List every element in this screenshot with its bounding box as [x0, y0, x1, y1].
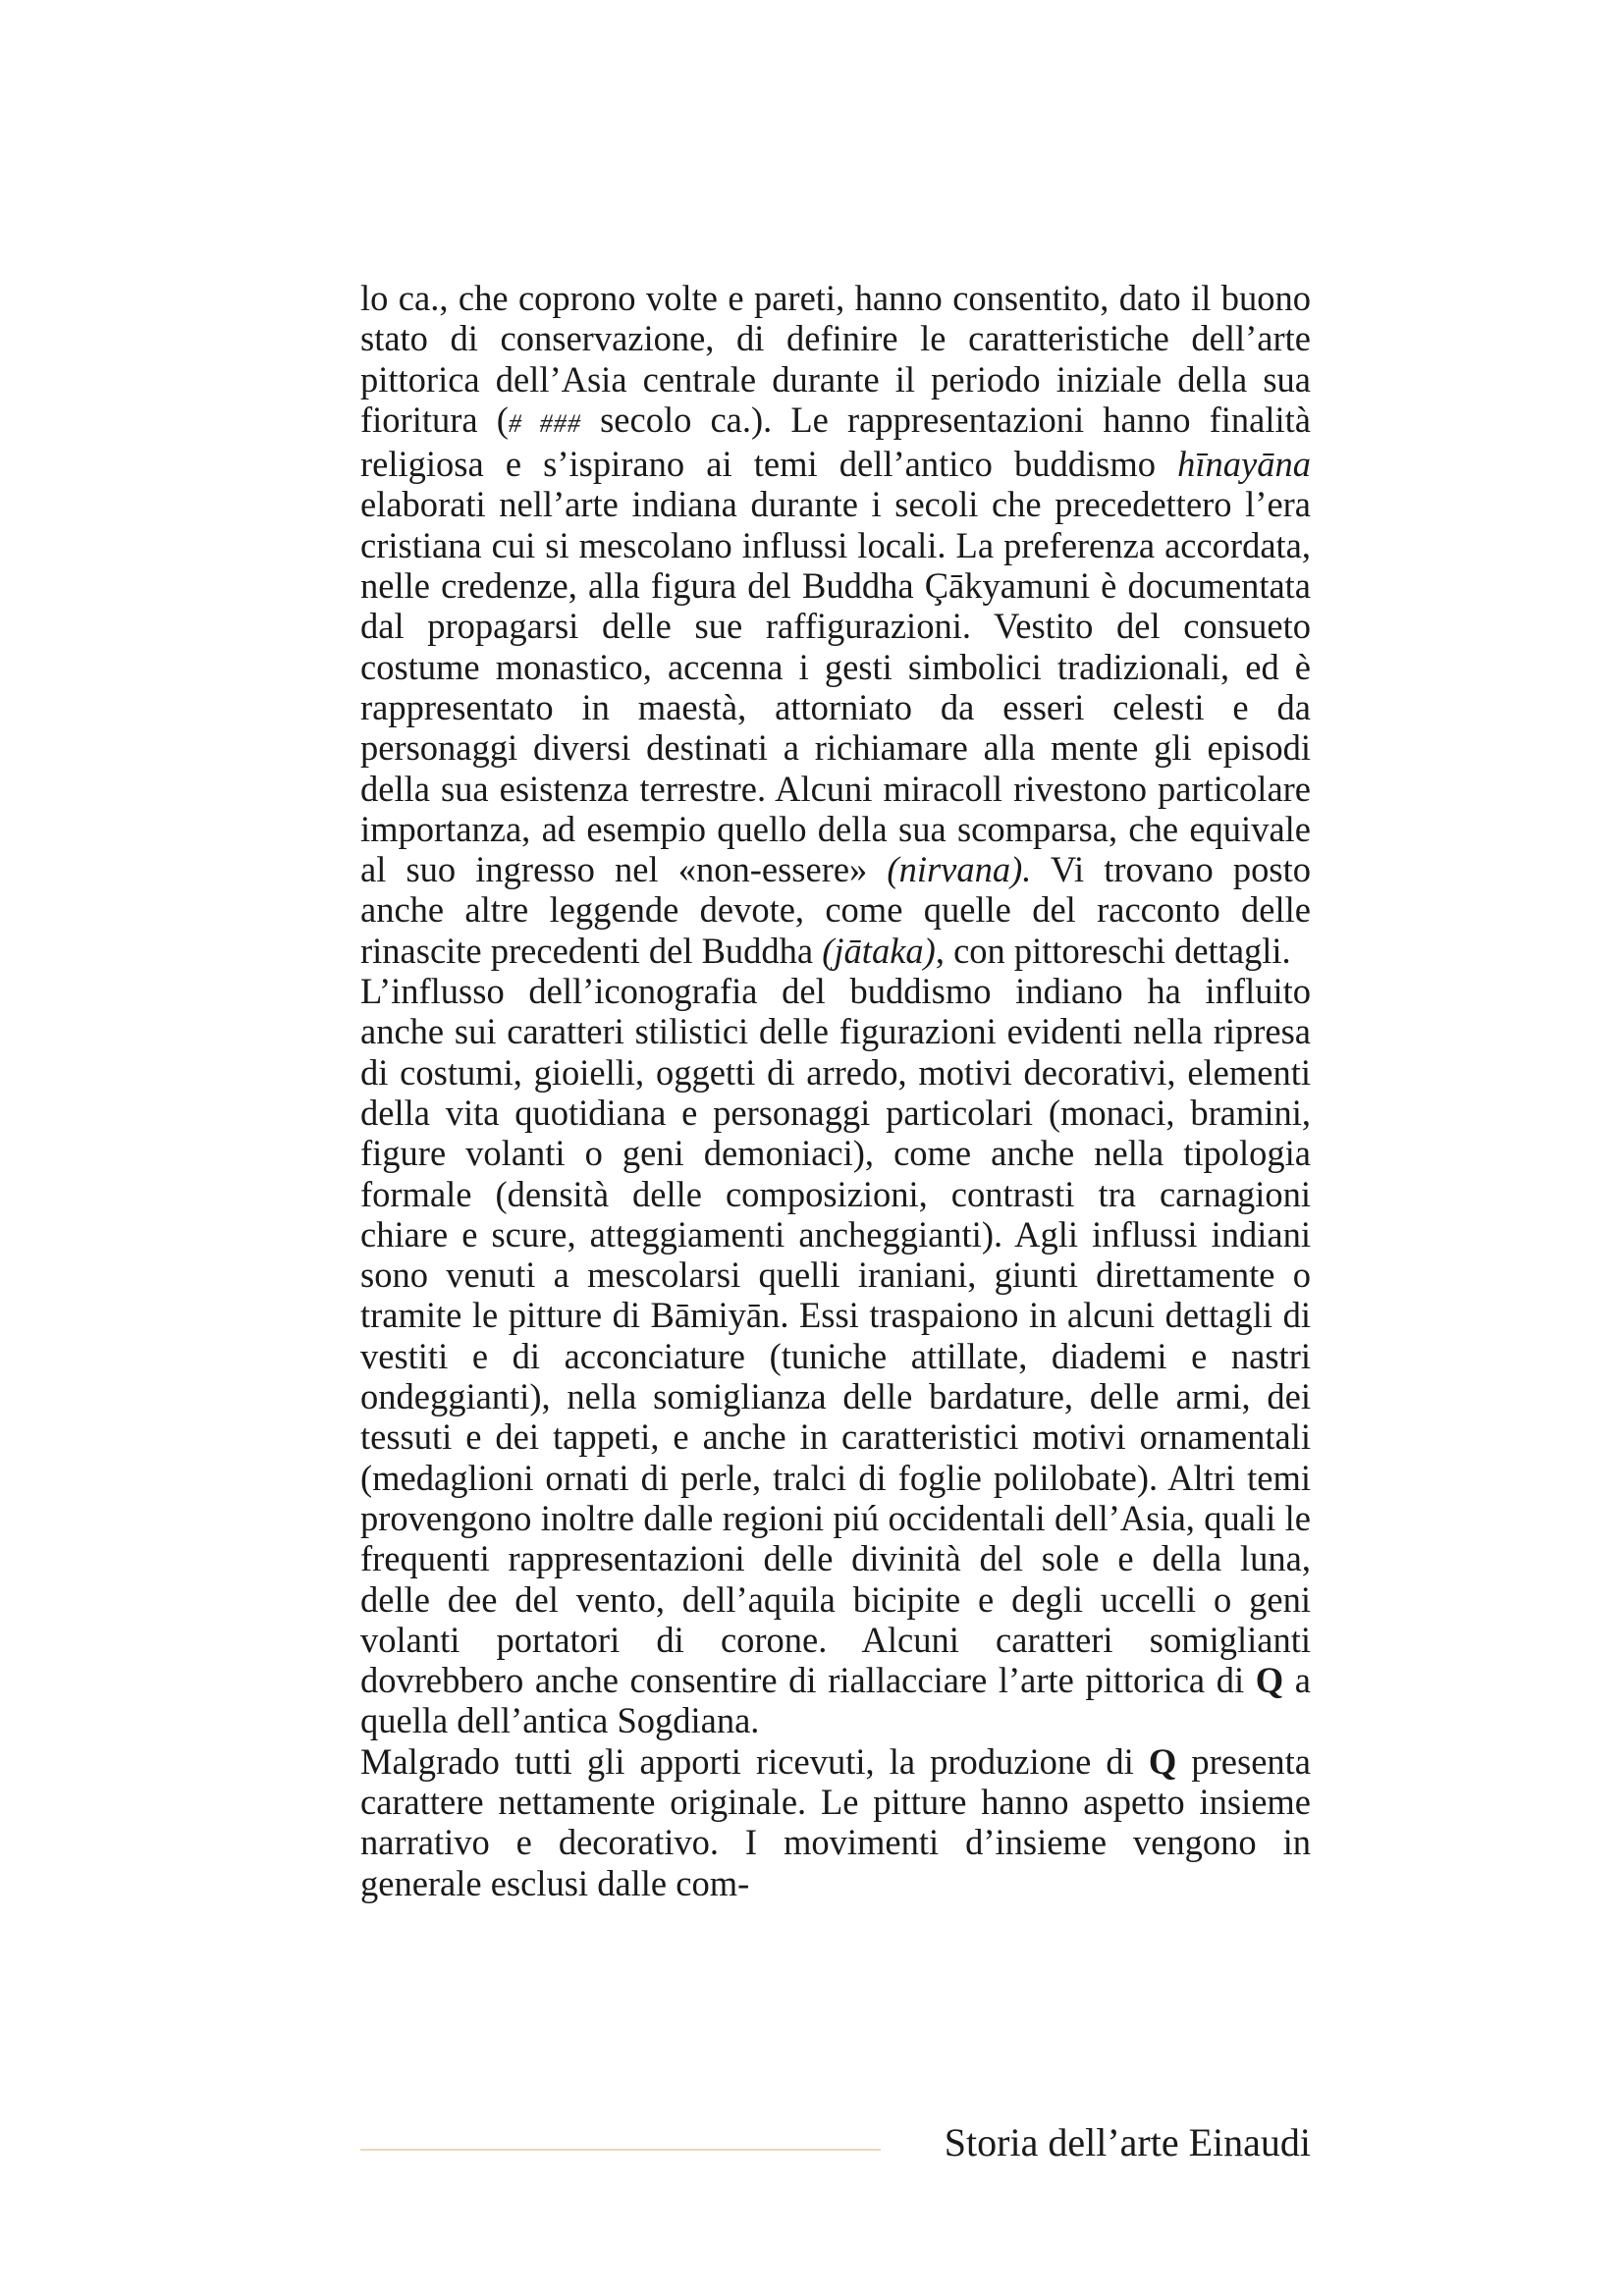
- page-footer: [360, 2112, 1311, 2171]
- text-segment: Vi trovano posto anche altre leggende devote, come quelle del racconto delle rinascite precedenti del Buddha: [360, 849, 1311, 971]
- bold-term: Q: [1148, 1740, 1177, 1782]
- italic-term: (jātaka): [822, 930, 936, 971]
- italic-term: (nirvana).: [887, 849, 1032, 890]
- publication-title: Storia dell’arte Einaudi: [944, 2120, 1311, 2164]
- paragraph: [360, 971, 1311, 1741]
- text-segment: , con pittoreschi dettagli.: [935, 930, 1291, 971]
- footer-rule: [360, 2149, 881, 2151]
- italic-term: # ###: [508, 408, 581, 438]
- text-segment: presenta carattere nettamente originale. Le pitture hanno aspetto insieme narrativo e decorativo. I movimenti d’insieme vengono in generale esclusi dalle com-: [360, 1740, 1311, 1903]
- text-segment: L’influsso dell’iconografia del buddismo indiano ha influito anche sui caratteri stilistici delle figurazioni evidenti nella ripresa di costumi, gioielli, oggetti di arredo, motivi decorativi, elementi della vita quotidiana e personaggi particolari (monaci, bramini, figure volanti o geni demoniaci), come anche nella tipologia formale (densità delle composizioni, contrasti tra carnagioni chiare e scure, atteggiamenti ancheggianti). Agli influssi indiani sono venuti a mescolarsi quelli iraniani, giunti direttamente o tramite le pitture di Bāmiyān. Essi traspaiono in alcuni dettagli di vestiti e di acconciature (tuniche attillate, diademi e nastri ondeggianti), nella somiglianza delle bardature, delle armi, dei tessuti e dei tappeti, e anche in caratteristici motivi ornamentali (medaglioni ornati di perle, tralci di foglie polilobate). Altri temi provengono inoltre dalle regioni piú occidentali dell’Asia, quali le frequenti rappresentazioni delle divinità del sole e della luna, delle dee del vento, dell’aquila bicipite e degli uccelli o geni volanti portatori di corone. Alcuni caratteri somiglianti dovrebbero anche consentire di riallacciare l’arte pittorica di: [360, 971, 1311, 1701]
- page-body: [360, 278, 1311, 1903]
- italic-term: hīnayāna: [1177, 444, 1311, 485]
- text-segment: a quella dell’antica Sogdiana.: [360, 1660, 1311, 1741]
- bold-term: Q: [1255, 1660, 1284, 1701]
- paragraph: [360, 1741, 1311, 1903]
- paragraph: [360, 278, 1311, 971]
- text-segment: lo ca., che coprono volte e pareti, hanno consentito, dato il buono stato di conservazione, di definire le caratteristiche dell’arte pittorica dell’Asia centrale durante il periodo iniziale della sua fioritura (: [360, 278, 1311, 440]
- text-segment: secolo ca.). Le rappresentazioni hanno finalità religiosa e s’ispirano ai temi dell’antico buddismo: [360, 399, 1311, 485]
- text-segment: Malgrado tutti gli apporti ricevuti, la produzione di: [360, 1740, 1149, 1782]
- text-segment: elaborati nell’arte indiana durante i secoli che precedettero l’era cristiana cui si mescolano influssi locali. La preferenza accordata, nelle credenze, alla figura del Buddha Çākyamuni è documentata dal propagarsi delle sue raffigurazioni. Vestito del consueto costume monastico, accenna i gesti simbolici tradizionali, ed è rappresentato in maestà, attorniato da esseri celesti e da personaggi diversi destinati a richiamare alla mente gli episodi della sua esistenza terrestre. Alcuni miracoll rivestono particolare importanza, ad esempio quello della sua scomparsa, che equivale al suo ingresso nel «non-essere»: [360, 484, 1311, 890]
